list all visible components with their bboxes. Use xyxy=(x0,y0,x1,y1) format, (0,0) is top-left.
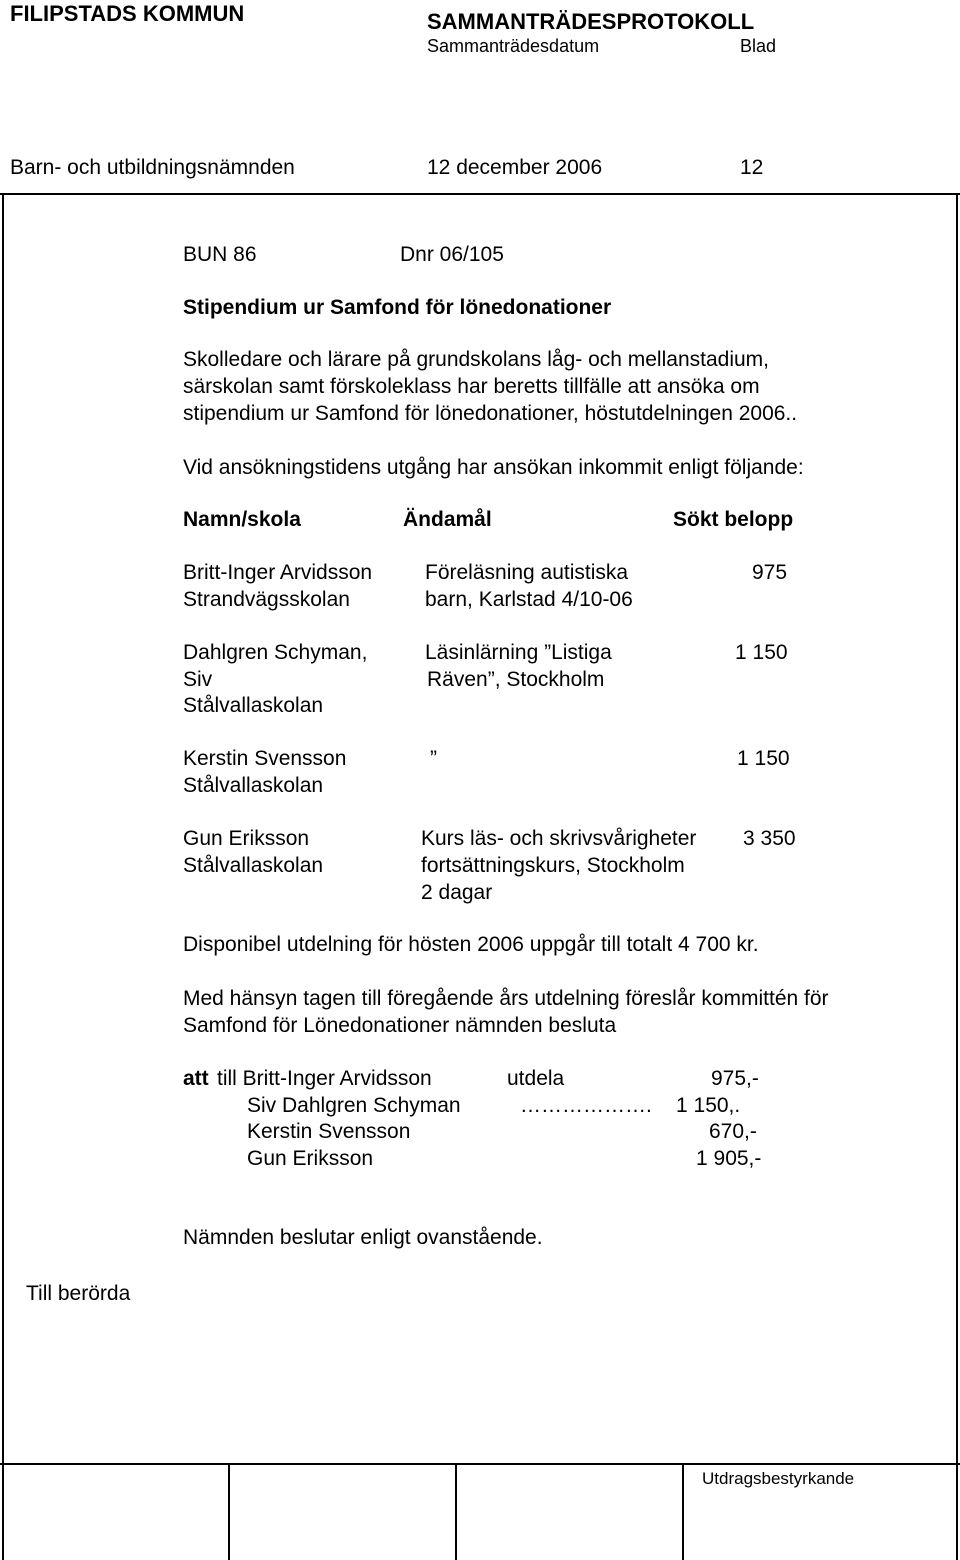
page-label: Blad xyxy=(740,36,777,56)
intro-line: stipendium ur Samfond för lönedonationer, höstutdelningen 2006.. xyxy=(183,402,798,425)
application-purpose: fortsättningskurs, Stockholm xyxy=(421,854,685,877)
applicant-school: Stålvallaskolan xyxy=(183,854,324,877)
application-purpose: 2 dagar xyxy=(421,881,493,904)
document-type: SAMMANTRÄDESPROTOKOLL xyxy=(427,9,755,34)
decision-amount: 1 150,. xyxy=(676,1094,741,1117)
decision-utdela: utdela xyxy=(507,1067,565,1090)
footer-divider-3 xyxy=(682,1463,684,1560)
decision-recipient: Gun Eriksson xyxy=(247,1147,374,1170)
intro-line: särskolan samt förskoleklass har beretts tillfälle att ansöka om xyxy=(183,375,760,398)
decision-amount: 670,- xyxy=(709,1120,757,1143)
application-purpose: barn, Karlstad 4/10-06 xyxy=(425,588,633,611)
column-header-name: Namn/skola xyxy=(183,508,301,531)
application-purpose: Kurs läs- och skrivsvårigheter xyxy=(421,827,697,850)
applicant-name: Siv xyxy=(183,668,213,691)
applications-intro: Vid ansökningstidens utgång har ansökan inkommit enligt följande: xyxy=(183,456,804,479)
decision-recipient: Kerstin Svensson xyxy=(247,1120,411,1143)
committee-name: Barn- och utbildningsnämnden xyxy=(10,156,295,179)
requested-amount: 975 xyxy=(752,561,788,584)
applicant-name: Britt-Inger Arvidsson xyxy=(183,561,373,584)
header-rule xyxy=(0,193,960,195)
decision-recipient: Siv Dahlgren Schyman xyxy=(247,1094,461,1117)
decision-amount: 1 905,- xyxy=(696,1147,762,1170)
applicant-name: Kerstin Svensson xyxy=(183,747,347,770)
decision-dots: ………………. xyxy=(520,1094,652,1117)
application-purpose: Läsinlärning ”Listiga xyxy=(425,641,612,664)
decision-att: att xyxy=(183,1067,209,1090)
available-amount-text: Disponibel utdelning för hösten 2006 uppgår till totalt 4 700 kr. xyxy=(183,933,759,956)
page-number: 12 xyxy=(740,156,764,179)
application-purpose: ” xyxy=(430,747,437,770)
column-header-amount: Sökt belopp xyxy=(673,508,794,531)
requested-amount: 3 350 xyxy=(743,827,796,850)
proposal-line: Med hänsyn tagen till föregående års utdelning föreslår kommittén för xyxy=(183,987,829,1010)
footer-rule xyxy=(0,1463,960,1465)
column-header-purpose: Ändamål xyxy=(403,508,492,531)
proposal-line: Samfond för Lönedonationer nämnden besluta xyxy=(183,1014,617,1037)
applicant-name: Dahlgren Schyman, xyxy=(183,641,368,664)
applicant-school: Stålvallaskolan xyxy=(183,774,324,797)
date-label: Sammanträdesdatum xyxy=(427,36,600,56)
right-border xyxy=(956,193,958,1560)
left-border xyxy=(2,193,4,1560)
footer-divider-2 xyxy=(455,1463,457,1560)
applicant-name: Gun Eriksson xyxy=(183,827,310,850)
decision-recipient: till Britt-Inger Arvidsson xyxy=(217,1067,432,1090)
application-purpose: Föreläsning autistiska xyxy=(425,561,629,584)
applicant-school: Stålvallaskolan xyxy=(183,694,324,717)
case-number: BUN 86 xyxy=(183,243,257,266)
conclusion-text: Nämnden beslutar enligt ovanstående. xyxy=(183,1226,543,1249)
footer-divider-1 xyxy=(228,1463,230,1560)
footer-certificate-label: Utdragsbestyrkande xyxy=(702,1469,855,1488)
recipients-label: Till berörda xyxy=(26,1282,131,1305)
case-title: Stipendium ur Samfond för lönedonationer xyxy=(183,296,612,319)
applicant-school: Strandvägsskolan xyxy=(183,588,350,611)
intro-line: Skolledare och lärare på grundskolans låg- och mellanstadium, xyxy=(183,348,769,371)
diary-number: Dnr 06/105 xyxy=(400,243,504,266)
requested-amount: 1 150 xyxy=(735,641,788,664)
municipality-name: FILIPSTADS KOMMUN xyxy=(10,1,245,26)
decision-amount: 975,- xyxy=(711,1067,759,1090)
requested-amount: 1 150 xyxy=(737,747,790,770)
meeting-date: 12 december 2006 xyxy=(427,156,603,179)
application-purpose: Räven”, Stockholm xyxy=(427,668,605,691)
